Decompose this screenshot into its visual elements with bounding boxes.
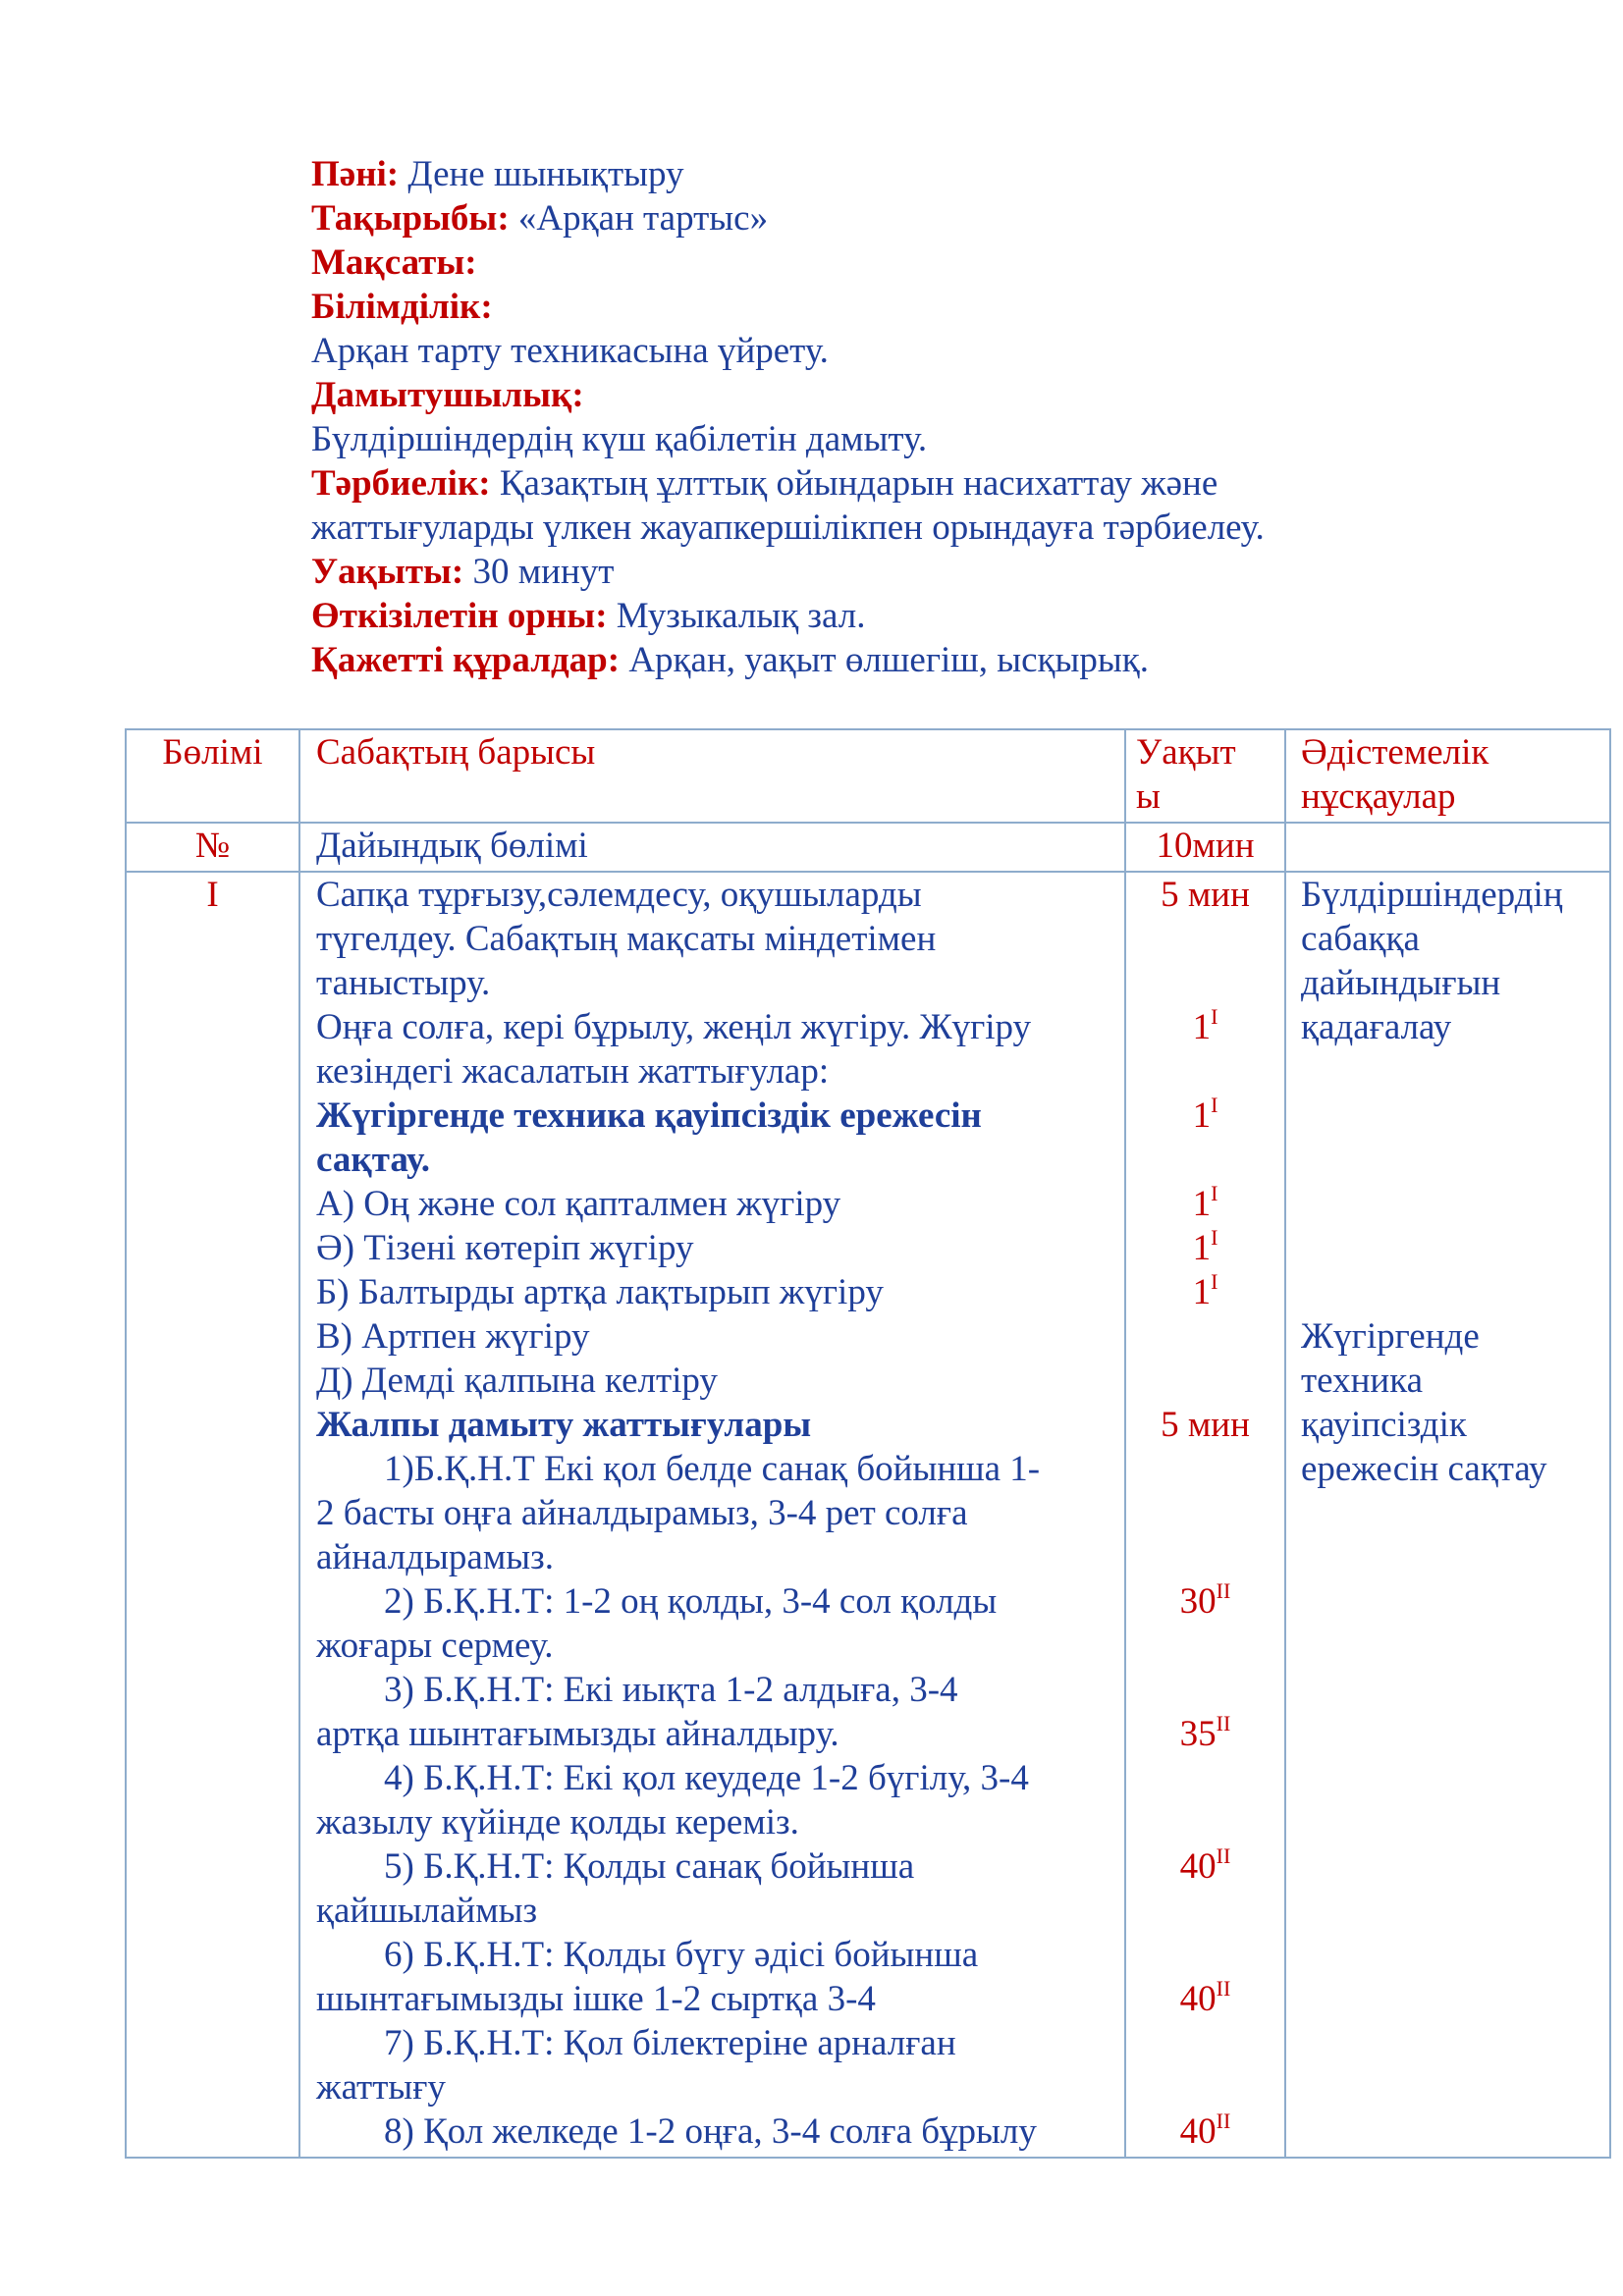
time-value: $1^I$	[1192, 1268, 1218, 1312]
header-course: Сабақтың барысы	[299, 729, 1125, 823]
course-line: қайшылаймыз	[316, 1891, 538, 1931]
dev-value: Бүлдіршіндердің күш қабілетін дамыту.	[311, 419, 928, 459]
header-section: Бөлімі	[126, 729, 299, 823]
method-line: ережесін сақтау	[1301, 1449, 1547, 1489]
course-line: түгелдеу. Сабақтың мақсаты міндетімен	[316, 919, 937, 959]
lesson-header	[311, 152, 1489, 682]
place-line	[311, 594, 1489, 638]
course-line: 8) Қол желкеде 1-2 оңға, 3-4 солға бұрылу	[384, 2111, 1037, 2152]
goal-line	[311, 240, 1489, 285]
course-line: 7) Б.Қ.Н.Т: Қол білектеріне арналған	[384, 2023, 956, 2063]
course-line: кезіндегі жасалатын жаттығулар:	[316, 1051, 830, 1092]
course-line: Д) Демді қалпына келтіру	[316, 1361, 718, 1401]
course-line: 4) Б.Қ.Н.Т: Екі қол кеудеде 1-2 бүгілу, 3-4	[384, 1758, 1029, 1798]
course-line: В) Артпен жүгіру	[316, 1316, 590, 1357]
course-line: Б) Балтырды артқа лақтырып жүгіру	[316, 1272, 884, 1312]
place-label: Өткізілетін орны:	[311, 596, 608, 636]
row2-course: Дайындық бөлімі	[299, 823, 1125, 872]
subject-value: Дене шынықтыру	[407, 154, 684, 194]
time-value: 30 минут	[472, 552, 615, 592]
time-value: $30^{II}$	[1179, 1577, 1231, 1622]
method-line: қауіпсіздік	[1301, 1405, 1467, 1445]
course-line: жазылу күйінде қолды кереміз.	[316, 1802, 799, 1842]
time-value: 5 мин	[1161, 875, 1250, 915]
edu-line	[311, 285, 1489, 329]
table-row	[126, 872, 1610, 2158]
row2-time: 10мин	[1125, 823, 1285, 872]
nurture-value-2: жаттығуларды үлкен жауапкершілікпен орындауға тәрбиелеу.	[311, 507, 1265, 548]
course-line: Сапқа тұрғызу,сәлемдесу, оқушыларды	[316, 875, 922, 915]
time-line	[311, 550, 1489, 594]
lesson-table	[125, 728, 1611, 2159]
subject-line	[311, 152, 1489, 196]
row3-time	[1125, 872, 1285, 2158]
nurture-line	[311, 461, 1489, 506]
topic-value: «Арқан тартыс»	[517, 198, 769, 239]
row3-section: I	[126, 872, 299, 2158]
time-value: $40^{II}$	[1179, 1975, 1231, 2019]
edu-value: Арқан тарту техникасына үйрету.	[311, 331, 829, 371]
table-header-row	[126, 729, 1610, 823]
header-method: Әдістемелік нұсқаулар	[1285, 729, 1610, 823]
course-line: жоғары сермеу.	[316, 1626, 554, 1666]
topic-label: Тақырыбы:	[311, 198, 510, 239]
course-line: А) Оң және сол қапталмен жүгіру	[316, 1184, 841, 1224]
time-value: $1^I$	[1192, 1003, 1218, 1047]
table-row	[126, 823, 1610, 872]
course-line: 2 басты оңға айналдырамыз, 3-4 рет солға	[316, 1493, 968, 1533]
course-line: 2) Б.Қ.Н.Т: 1-2 оң қолды, 3-4 сол қолды	[384, 1581, 998, 1622]
course-line: айналдырамыз.	[316, 1537, 554, 1577]
course-line: артқа шынтағымызды айналдыру.	[316, 1714, 839, 1754]
edu-label: Білімділік:	[311, 287, 493, 327]
goal-label: Мақсаты:	[311, 242, 477, 283]
time-value: $1^I$	[1192, 1180, 1218, 1224]
method-line: Бүлдіршіндердің	[1301, 875, 1563, 915]
course-line: Оңға солға, кері бұрылу, жеңіл жүгіру. Жүгіру	[316, 1007, 1032, 1047]
course-line: жаттығу	[316, 2067, 446, 2108]
course-line: 1)Б.Қ.Н.Т Екі қол белде санақ бойынша 1-	[384, 1449, 1041, 1489]
course-line: таныстыру.	[316, 963, 491, 1003]
time-value: $40^{II}$	[1179, 2108, 1231, 2152]
tools-value: Арқан, уақыт өлшегіш, ысқырық.	[628, 640, 1149, 680]
course-line-bold: сақтау.	[316, 1140, 430, 1180]
header-time: Уақыт ы	[1125, 729, 1285, 823]
time-label: Уақыты:	[311, 552, 464, 592]
topic-line	[311, 196, 1489, 240]
method-line: сабаққа	[1301, 919, 1420, 959]
method-line: қадағалау	[1301, 1007, 1452, 1047]
course-line: шынтағымызды ішке 1-2 сыртқа 3-4	[316, 1979, 876, 2019]
tools-line	[311, 638, 1489, 682]
time-value: $35^{II}$	[1179, 1710, 1231, 1754]
subject-label: Пәні:	[311, 154, 400, 194]
row2-section: №	[126, 823, 299, 872]
time-value: $1^I$	[1192, 1092, 1218, 1136]
nurture-value-1: Қазақтың ұлттық ойындарын насихаттау және	[499, 463, 1218, 504]
time-value: 5 мин	[1161, 1405, 1250, 1445]
place-value: Музыкалық зал.	[616, 596, 866, 636]
dev-line	[311, 373, 1489, 417]
method-line: техника	[1301, 1361, 1424, 1401]
course-line: 5) Б.Қ.Н.Т: Қолды санақ бойынша	[384, 1846, 915, 1887]
dev-label: Дамытушылық:	[311, 375, 584, 415]
course-line: Ә) Тізені көтеріп жүгіру	[316, 1228, 694, 1268]
method-line: Жүгіргенде	[1301, 1316, 1480, 1357]
course-line-bold: Жүгіргенде техника қауіпсіздік ережесін	[316, 1095, 982, 1136]
course-line-bold: Жалпы дамыту жаттығулары	[316, 1405, 812, 1445]
row2-method	[1285, 823, 1610, 872]
row3-course	[299, 872, 1125, 2158]
nurture-label: Тәрбиелік:	[311, 463, 491, 504]
time-value: $1^I$	[1192, 1224, 1218, 1268]
time-value: $40^{II}$	[1179, 1842, 1231, 1887]
method-line: дайындығын	[1301, 963, 1501, 1003]
course-line: 3) Б.Қ.Н.Т: Екі иықта 1-2 алдыға, 3-4	[384, 1670, 958, 1710]
course-line: 6) Б.Қ.Н.Т: Қолды бүгу әдісі бойынша	[384, 1935, 979, 1975]
tools-label: Қажетті құралдар:	[311, 640, 621, 680]
row3-method	[1285, 872, 1610, 2158]
